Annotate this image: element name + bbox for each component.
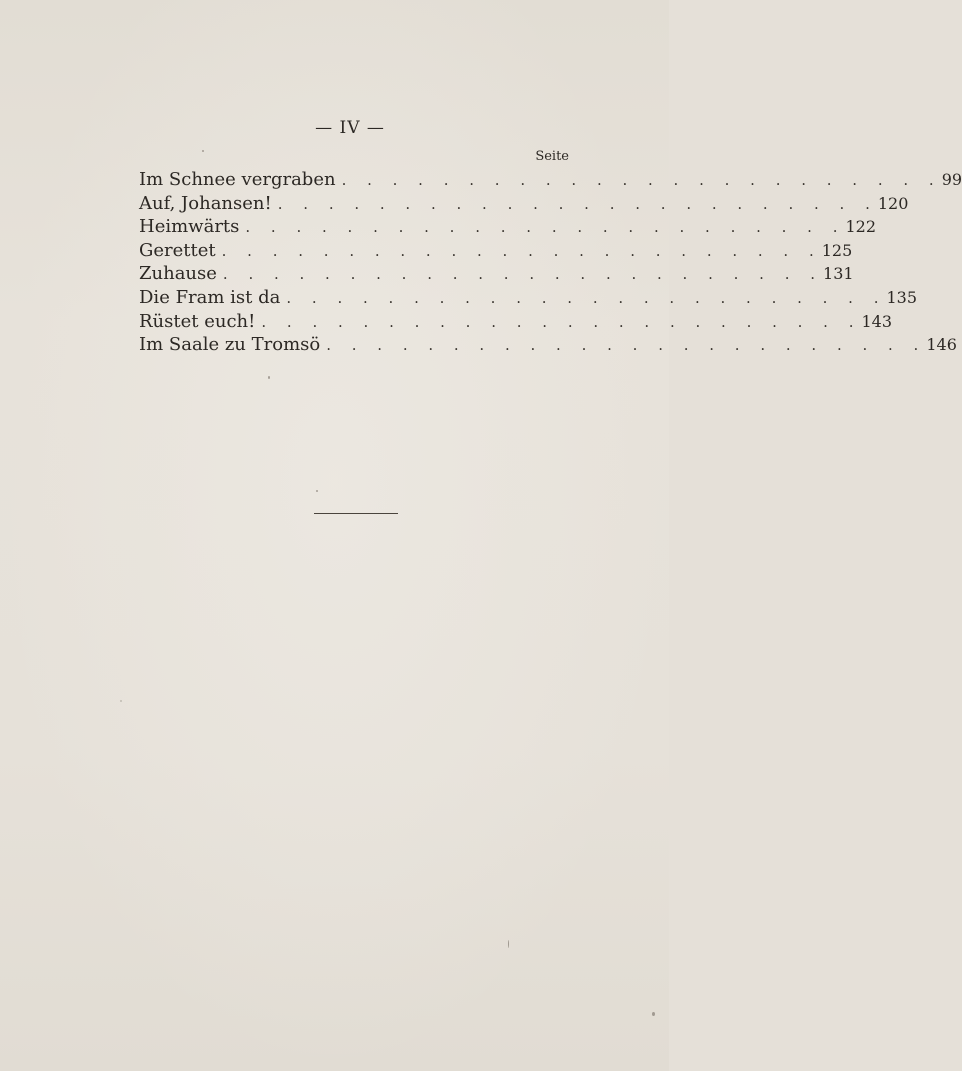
toc-entry-title: Rüstet euch! (139, 310, 256, 332)
page-number: — IV — (315, 118, 385, 138)
toc-entry-page: 122 (845, 217, 877, 237)
toc-entry-title: Auf, Johansen! (139, 192, 272, 214)
toc-entry (139, 286, 918, 310)
toc-entry-page: 143 (861, 311, 893, 331)
toc-entry-title: Im Saale zu Tromsö (139, 334, 321, 356)
table-of-contents (139, 146, 962, 357)
toc-entry-title: Heimwärts (139, 216, 240, 238)
toc-entry (139, 215, 877, 239)
toc-entry-title: Die Fram ist da (139, 286, 281, 308)
dot-leader: . . . . . . . . . . . . . . . . . . . . . . . . (222, 265, 824, 284)
page-column-header: Seite (535, 149, 569, 164)
toc-entry (139, 310, 893, 334)
toc-entry-page: 120 (877, 193, 909, 213)
paper-speck (120, 700, 122, 702)
paper-speck (508, 940, 509, 948)
toc-entry (139, 333, 957, 357)
toc-entry-page: 146 (926, 335, 957, 355)
toc-entry-title: Im Schnee vergraben (139, 169, 336, 190)
toc-entry-page: 131 (823, 264, 854, 284)
dot-leader: . . . . . . . . . . . . . . . . . . . . . . . . (261, 312, 862, 331)
dot-leader: . . . . . . . . . . . . . . . . . . . . . . . . (341, 171, 942, 189)
dot-leader: . . . . . . . . . . . . . . . . . . . . . . . . (286, 288, 887, 307)
section-end-rule (314, 513, 398, 514)
dot-leader: . . . . . . . . . . . . . . . . . . . . . . . . (277, 194, 878, 213)
dot-leader: . . . . . . . . . . . . . . . . . . . . . . . . (221, 241, 822, 260)
toc-entry-page: 125 (821, 240, 853, 260)
dot-leader: . . . . . . . . . . . . . . . . . . . . . . . . (245, 218, 846, 237)
toc-entry (139, 262, 854, 286)
toc-entry (139, 192, 909, 216)
toc-entry-page: 99 (941, 170, 962, 189)
paper-speck (268, 376, 270, 379)
toc-entry-title: Gerettet (139, 239, 216, 261)
toc-entry-page: 135 (886, 287, 918, 307)
paper-speck (652, 1012, 655, 1016)
dot-leader: . . . . . . . . . . . . . . . . . . . . . . . . (326, 336, 927, 355)
paper-speck (316, 490, 318, 492)
toc-entry (139, 168, 962, 192)
toc-entry-title: Zuhause (139, 263, 217, 285)
toc-entry (139, 239, 853, 263)
